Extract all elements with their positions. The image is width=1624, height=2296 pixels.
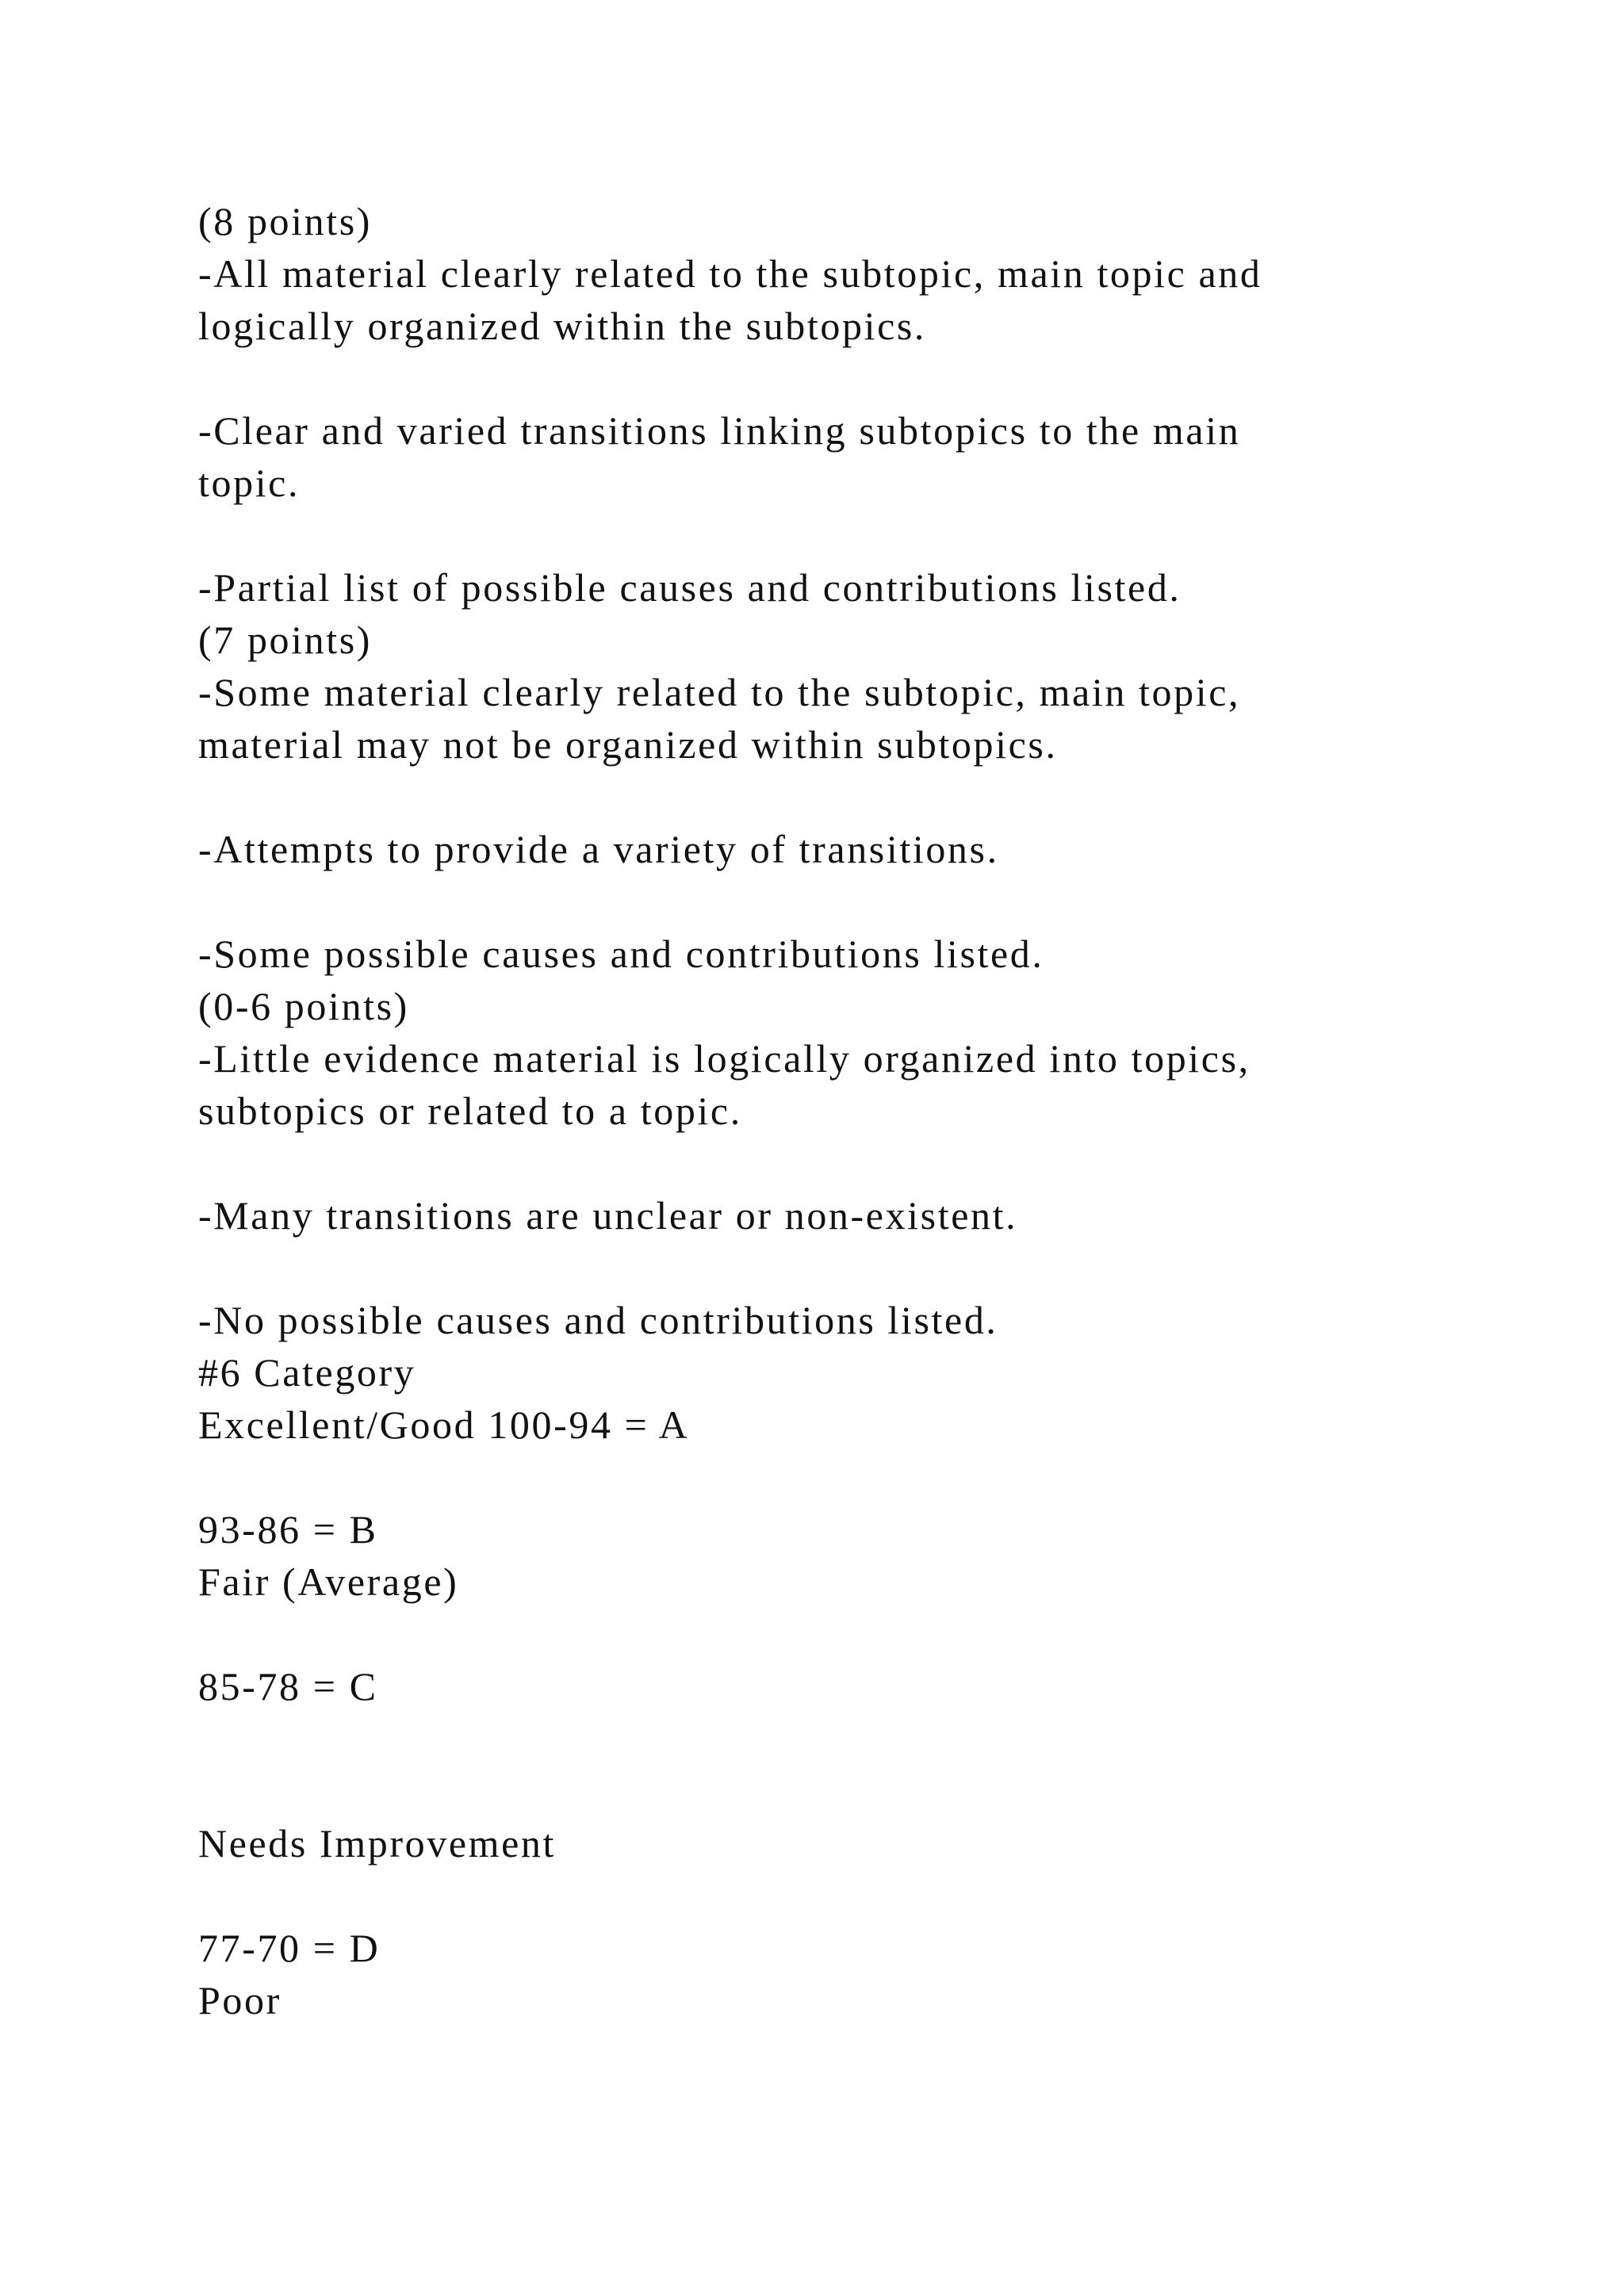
blank-line: [198, 352, 1435, 404]
text-line: -All material clearly related to the subtopic, main topic and: [198, 251, 1262, 296]
blank-line: [198, 1765, 1435, 1817]
text-line: Needs Improvement: [198, 1821, 557, 1866]
text-line: -Many transitions are unclear or non-existent.: [198, 1193, 1018, 1238]
text-line: -Partial list of possible causes and contributions listed.: [198, 565, 1182, 610]
text-line: -Some material clearly related to the subtopic, main topic,: [198, 670, 1241, 714]
text-line: -Some possible causes and contributions listed.: [198, 932, 1044, 976]
blank-line: [198, 1451, 1435, 1503]
text-line: 93-86 = B: [198, 1507, 378, 1552]
blank-line: [198, 1137, 1435, 1189]
blank-line: [198, 771, 1435, 823]
blank-line: [198, 1608, 1435, 1660]
text-line: 85-78 = C: [198, 1664, 378, 1709]
text-line: (8 points): [198, 199, 373, 243]
blank-line: [198, 1869, 1435, 1922]
blank-line: [198, 1712, 1435, 1765]
text-line: -Clear and varied transitions linking subtopics to the main: [198, 408, 1241, 453]
text-line: (7 points): [198, 618, 373, 662]
text-line: -Attempts to provide a variety of transitions.: [198, 827, 999, 871]
text-line: subtopics or related to a topic.: [198, 1089, 742, 1133]
text-line: Fair (Average): [198, 1559, 459, 1604]
document-text: [198, 195, 1435, 2026]
text-line: -No possible causes and contributions listed.: [198, 1298, 998, 1342]
text-line: topic.: [198, 461, 301, 505]
text-line: material may not be organized within subtopics.: [198, 722, 1058, 767]
text-line: Excellent/Good 100-94 = A: [198, 1402, 690, 1447]
category-heading: #6 Category: [198, 1350, 416, 1395]
blank-line: [198, 875, 1435, 928]
blank-line: [198, 1242, 1435, 1294]
text-line: -Little evidence material is logically organized into topics,: [198, 1036, 1251, 1081]
text-line: Poor: [198, 1978, 282, 2022]
blank-line: [198, 509, 1435, 561]
text-line: (0-6 points): [198, 984, 409, 1028]
text-line: 77-70 = D: [198, 1926, 381, 1970]
text-line: logically organized within the subtopics.: [198, 304, 927, 348]
